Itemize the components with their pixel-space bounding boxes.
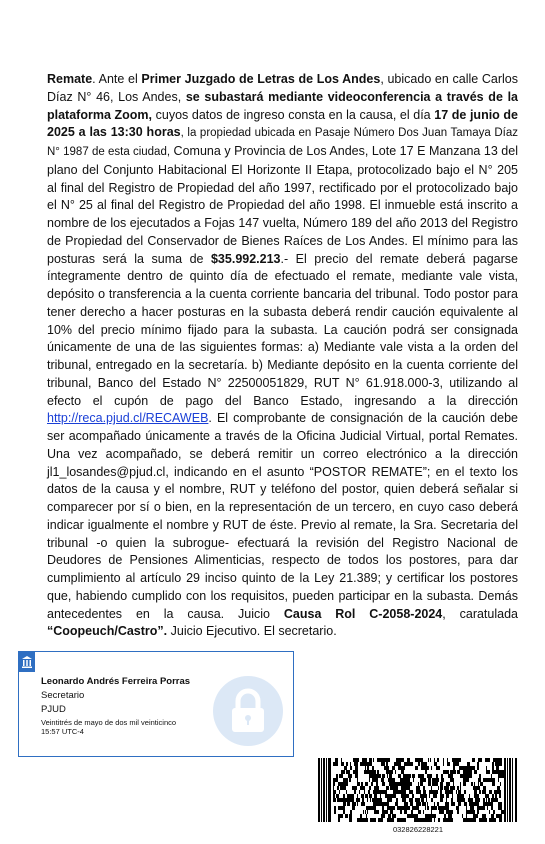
electronic-signature-box [18, 651, 294, 757]
notice-text: , ubicado en calle Carlos Díaz N° 46, Los Andes, [47, 72, 518, 104]
recaweb-link[interactable]: http://reca.pjud.cl/RECAWEB [47, 411, 209, 426]
signer-role: Secretario [41, 690, 85, 701]
notice-text: , caratulada [442, 606, 518, 621]
auction-method: se subastará mediante videoconferencia a través de la plataforma Zoom, [47, 89, 518, 122]
signature-time: 15:57 UTC-4 [41, 727, 84, 736]
auction-date: 17 de junio de 2025 a las 13:30 horas [47, 107, 519, 140]
barcode-number: 032826228221 [392, 825, 444, 834]
courthouse-icon [19, 652, 35, 672]
notice-text: .- El precio del remate deberá pagarse íntegramente dentro de quinto día de efectuado el remate, mediante vale vista, depósito o transferencia a la cuenta corriente bancaria del tribunal. Todo postor para tener derecho a hacer posturas en la subasta deberá rendir caución equivalente al 10% del precio mínimo fijado para la subasta. La caución podrá ser consignada únicamente de una de las siguientes formas: a) Mediante vale vista a la orden del tribunal, entregado en la secretaría. b) Mediante depósito en la cuenta corriente del tribunal, Banco del Estado N° 22500051829, RUT N° 61.918.000-3, utilizando al efecto el cupón de pago del Banco Estado, ingresando a la dirección [47, 251, 518, 408]
signer-name: Leonardo Andrés Ferreira Porras [41, 676, 191, 687]
notice-title: Remate [47, 72, 93, 86]
notice-text: cuyos datos de ingreso consta en la causa, el día [152, 107, 435, 122]
minimum-bid: $35.992.213 [210, 251, 281, 266]
property-address: , la propiedad ubicada en Pasaje Número Dos Juan Tamaya Díaz N° 1987 de esta ciudad, [47, 127, 518, 158]
notice-text: Juicio Ejecutivo. El secretario. [167, 624, 337, 639]
notice-text: . Ante el [92, 72, 142, 86]
notice-text: . El comprobante de consignación de la caución debe ser acompañado únicamente a través de la Oficina Judicial Virtual, portal Remates. Una vez acompañado, se deberá remitir un correo electrónico a la dirección jl1_losandes@pjud.cl, indicando en el asunto “POSTOR REMATE”; en el texto los datos de la causa y el nombre, RUT y teléfono del postor, quien deberá señalar si comparecer por sí o bien, en la representación de un tercero, en cuyo caso deberá indicar igualmente el nombre y RUT de éste. Previo al remate, la Sra. Secretaria del tribunal -o quien la subrogue- efectuará la revisión del Registro Nacional de Deudores de Pensiones Alimenticias, respecto de todos los postores, para dar cumplimiento al artículo 29 inciso quinto de la Ley 21.389; y certificar los postores que, habiendo cumplido con los requisitos, pueden participar en la subasta. Demás antecedentes en la causa. Juicio [47, 411, 518, 621]
signature-date: Veintitrés de mayo de dos mil veinticinco [41, 718, 177, 727]
auction-notice [47, 71, 518, 641]
court-name: Primer Juzgado de Letras de Los Andes [141, 72, 381, 86]
case-caption: “Coopeuch/Castro”. [47, 624, 168, 639]
signer-organization: PJUD [41, 704, 66, 715]
verification-barcode [318, 758, 518, 822]
padlock-icon [213, 676, 283, 746]
notice-text: Comuna y Provincia de Los Andes, Lote 17 E Manzana 13 del plano del Conjunto Habitacional El Horizonte II Etapa, protocolizado bajo el N° 205 al final del Registro de Propiedad del año 1997, rectificado por el protocolizado bajo el N° 25 al final del Registro de Propiedad del año 1998. El inmueble está inscrito a nombre de los ejecutados a Fojas 147 vuelta, Número 189 del año 2013 del Registro de Propiedad del Conservador de Bienes Raíces de Los Andes. El mínimo para las posturas será la suma de [47, 144, 518, 266]
case-number: Causa Rol C-2058-2024 [283, 606, 443, 621]
